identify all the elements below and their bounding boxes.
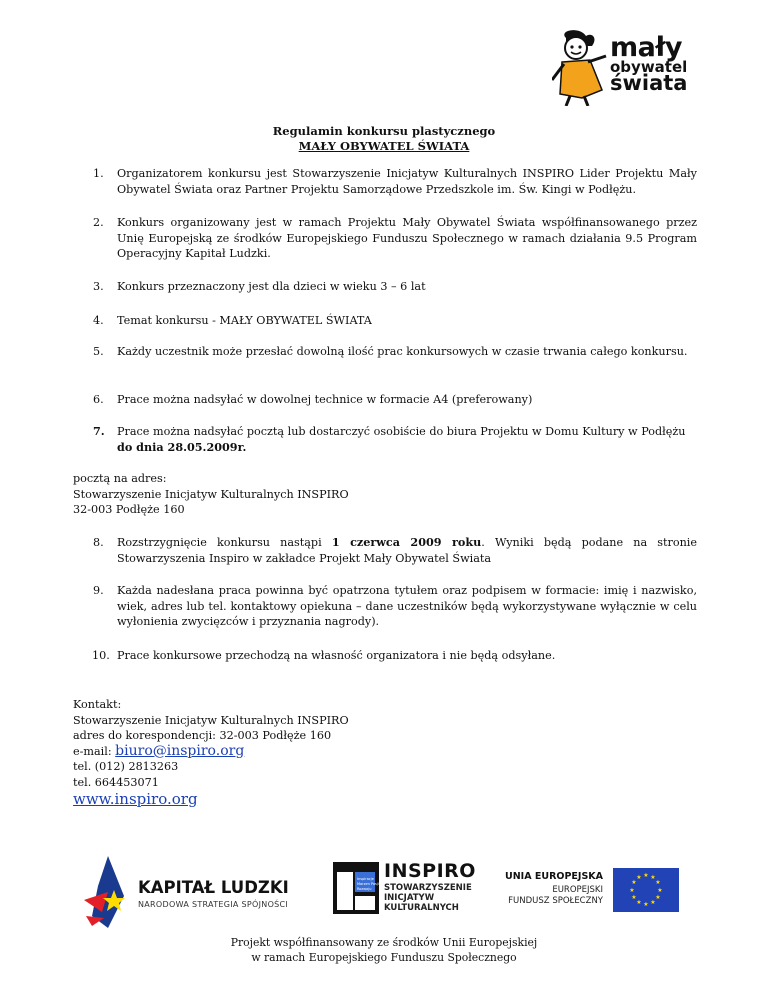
inspiro-sub-line-1: STOWARZYSZENIE (384, 883, 472, 893)
svg-text:★: ★ (631, 894, 637, 901)
svg-text:★: ★ (631, 879, 637, 886)
svg-text:★: ★ (655, 879, 661, 886)
eu-title: UNIA EUROPEJSKA (505, 871, 603, 882)
email-link[interactable]: biuro@inspiro.org (115, 742, 245, 759)
rule-text: Organizatorem konkursu jest Stowarzyszenie Inicjatyw Kulturalnych INSPIRO Lider Projektu Mały Obywatel Świata oraz Partner Projektu Samorządowe Przedszkole im. Św. Kingi w Podłężu. (117, 167, 697, 196)
logo-word-maly: mały (610, 32, 682, 63)
svg-text:★: ★ (643, 901, 649, 908)
rule-text (117, 424, 697, 455)
svg-text:★: ★ (655, 894, 661, 901)
contact-tel-1: tel. (012) 2813263 (73, 760, 179, 773)
rule-text: Temat konkursu - MAŁY OBYWATEL ŚWIATA (117, 314, 372, 327)
contact-tel-2: tel. 664453071 (73, 775, 159, 789)
rule-number: 8. (93, 536, 104, 549)
svg-text:★: ★ (636, 874, 642, 881)
rule-number: 1. (93, 167, 104, 180)
svg-text:★: ★ (650, 899, 656, 906)
rule-item-4 (93, 313, 697, 329)
svg-text:★: ★ (657, 887, 663, 894)
rule-text: Prace można nadsyłać w dowolnej technice w formacie A4 (preferowany) (117, 393, 533, 406)
rule-item-1 (93, 166, 697, 197)
svg-text:Rozwoju: Rozwoju (357, 887, 372, 891)
rule-number: 5. (93, 345, 104, 358)
kapital-ludzki-name: KAPITAŁ LUDZKI (138, 878, 289, 897)
maly-obywatel-swiata-logo (552, 28, 692, 106)
postal-line-2: Stowarzyszenie Inicjatyw Kulturalnych INSPIRO (73, 487, 349, 501)
rule-item-8 (93, 535, 697, 566)
rule-number: 10. (92, 649, 110, 662)
inspiro-name: INSPIRO (384, 860, 476, 882)
rule-item-2 (93, 215, 697, 262)
rule-item-7 (93, 424, 697, 455)
logo-word-obywatel: obywatel (610, 58, 688, 76)
inspiro-logo-icon (333, 862, 379, 914)
kapital-ludzki-subtitle: NARODOWA STRATEGIA SPÓJNOŚCI (138, 900, 289, 909)
title-line-2: MAŁY OBYWATEL ŚWIATA (298, 139, 470, 153)
rule-item-3 (93, 279, 697, 295)
result-date: 1 czerwca 2009 roku (331, 535, 482, 549)
rule-item-6 (93, 392, 697, 408)
contact-email-row (73, 744, 349, 760)
rule-number: 7. (93, 424, 105, 438)
postal-address (73, 471, 349, 518)
inspiro-sub-line-2: INICJATYW (384, 893, 435, 903)
contact-address: adres do korespondencji: 32-003 Podłęże 160 (73, 729, 332, 742)
rule-text: Każdy uczestnik może przesłać dowolną ilość prac konkursowych w czasie trwania całego konkursu. (117, 345, 688, 358)
svg-text:Inspiracje: Inspiracje (357, 877, 374, 881)
rule-text-part: . Wyniki będą podane na stronie Stowarzyszenia Inspiro w zakładce Projekt Mały Obywatel Świata (117, 536, 697, 565)
title-line-1: Regulamin konkursu plastycznego (272, 124, 496, 138)
eu-sub-line-2: FUNDUSZ SPOŁECZNY (508, 896, 603, 906)
child-figure-icon (552, 28, 614, 106)
rule-text: Konkurs przeznaczony jest dla dzieci w wieku 3 – 6 lat (117, 280, 426, 293)
document-title (0, 124, 768, 154)
footer-note-line-1: Projekt współfinansowany ze środków Unii Europejskiej (230, 936, 538, 949)
rule-number: 9. (93, 584, 104, 597)
deadline-date: do dnia 28.05.2009r. (117, 439, 247, 454)
svg-text:★: ★ (650, 874, 656, 881)
footer-note-line-2: w ramach Europejskiego Funduszu Społecznego (251, 951, 517, 964)
rule-item-10 (93, 648, 697, 664)
rule-number: 6. (93, 393, 104, 406)
footer-cofinancing-note (0, 935, 768, 965)
inspiro-sub-line-3: KULTURALNYCH (384, 903, 459, 913)
rule-text-part: Prace można nadsyłać pocztą lub dostarczyć osobiście do biura Projektu w Domu Kultury w Podłężu (117, 425, 686, 438)
rule-text (117, 535, 697, 566)
rule-number: 4. (93, 314, 104, 327)
svg-text:★: ★ (643, 872, 649, 879)
rule-text: Konkurs organizowany jest w ramach Projektu Mały Obywatel Świata współfinansowanego przez Unię Europejską ze środków Europejskiego Funduszu Społecznego w ramach działania 9.5 Program Operacyjny Kapitał Ludzki. (117, 216, 697, 260)
rule-item-5 (93, 344, 697, 360)
logo-text (610, 34, 687, 94)
rule-item-9 (93, 583, 697, 630)
kapital-ludzki-flag-icon (84, 856, 132, 928)
rule-text: Prace konkursowe przechodzą na własność organizatora i nie będą odsyłane. (117, 649, 556, 662)
postal-line-3: 32-003 Podłęże 160 (73, 503, 185, 516)
rule-number: 3. (93, 280, 104, 293)
contact-heading: Kontakt: (73, 698, 122, 711)
contact-block (73, 697, 349, 809)
postal-line-1: pocztą na adres: (73, 472, 167, 485)
inspiro-subtitle (384, 883, 472, 913)
rule-text-part: Rozstrzygnięcie konkursu nastąpi (117, 536, 332, 549)
eu-sub-line-1: EUROPEJSKI (552, 885, 603, 895)
svg-text:★: ★ (629, 887, 635, 894)
rule-number: 2. (93, 216, 104, 229)
eu-subtitle (495, 885, 603, 907)
email-label: e-mail: (73, 744, 116, 758)
svg-text:★: ★ (636, 899, 642, 906)
logo-word-swiata: świata (610, 71, 688, 95)
website-link[interactable]: www.inspiro.org (73, 790, 198, 808)
rule-text: Każda nadesłana praca powinna być opatrzona tytułem oraz podpisem w formacie: imię i nazwisko, wiek, adres lub tel. kontaktowy opiekuna – dane uczestników będą wykorzystywane wyłącznie w celu wyłonienia zwycięzców i przyznania nagrody). (117, 584, 697, 628)
svg-text:Marzen Pasji: Marzen Pasji (357, 882, 379, 886)
contact-org: Stowarzyszenie Inicjatyw Kulturalnych INSPIRO (73, 713, 349, 727)
eu-flag-icon (613, 868, 679, 912)
